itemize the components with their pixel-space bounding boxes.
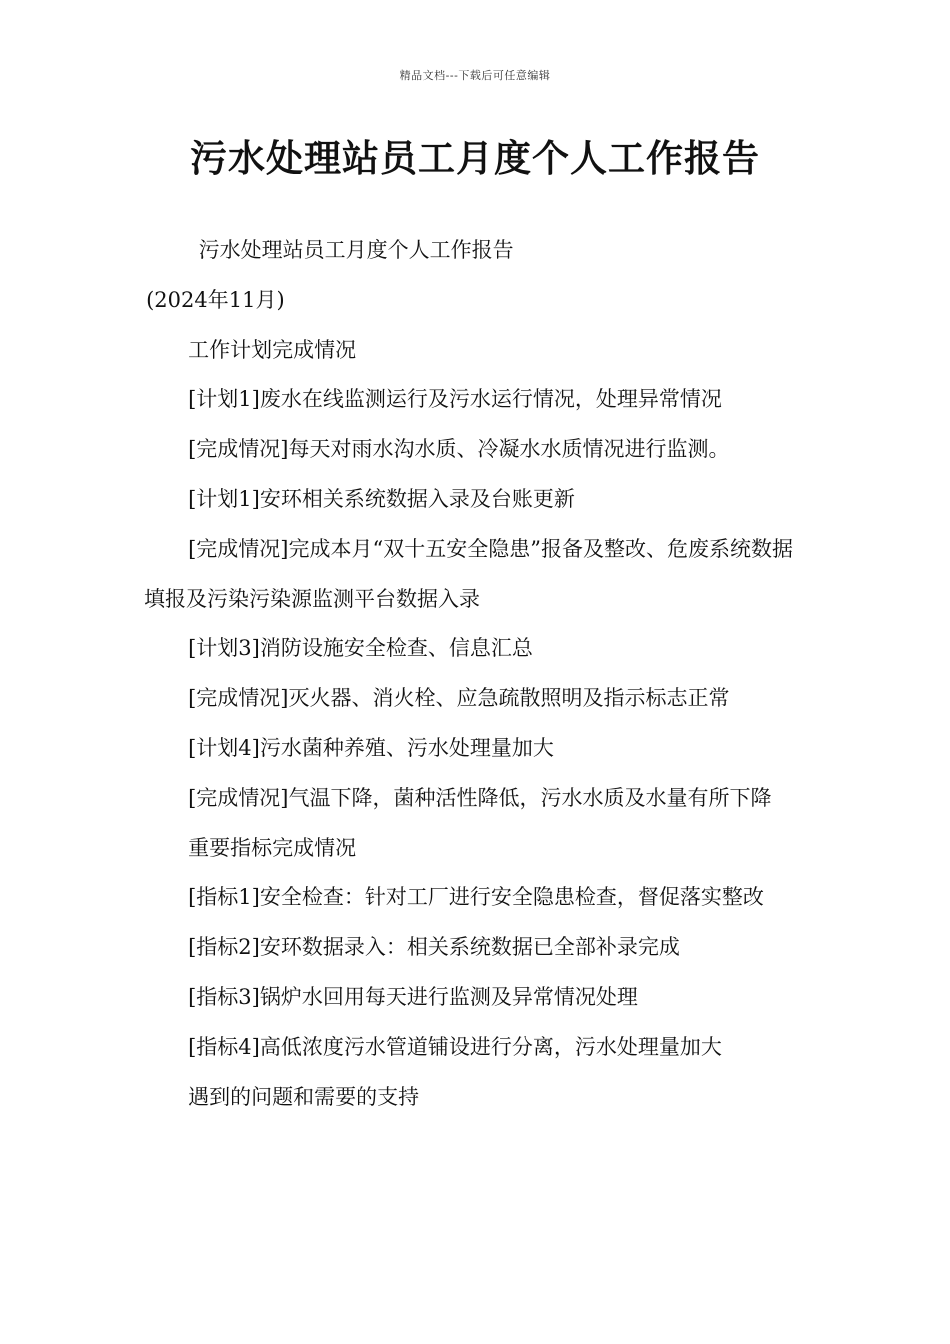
plan-item: [计划3]消防设施安全检查、信息汇总: [188, 636, 533, 661]
document-body: [144, 226, 812, 1122]
completion-item: [完成情况]气温下降，菌种活性降低，污水水质及水量有所下降: [188, 785, 772, 810]
report-date: (2024年11月): [146, 287, 285, 312]
indicator-item: [指标4]高低浓度污水管道铺设进行分离，污水处理量加大: [188, 1034, 722, 1059]
indicator-item: [指标2]安环数据录入：相关系统数据已全部补录完成: [188, 935, 680, 960]
plan-item: [计划1]安环相关系统数据入录及台账更新: [188, 486, 575, 511]
section-heading-indicators: 重要指标完成情况: [188, 835, 357, 860]
completion-item: [完成情况]每天对雨水沟水质、冷凝水水质情况进行监测。: [188, 437, 730, 462]
completion-item: [完成情况]完成本月“双十五安全隐患”报备及整改、危废系统数据填报及污染污染源监测平台数据入录: [144, 536, 793, 611]
body-heading: 污水处理站员工月度个人工作报告: [198, 238, 514, 262]
document-title: 污水处理站员工月度个人工作报告: [190, 137, 760, 180]
section-heading-issues: 遇到的问题和需要的支持: [188, 1084, 420, 1109]
plan-item: [计划1]废水在线监测运行及污水运行情况，处理异常情况: [188, 387, 722, 412]
completion-item: [完成情况]灭火器、消火栓、应急疏散照明及指示标志正常: [188, 686, 730, 711]
section-heading-plans: 工作计划完成情况: [188, 337, 357, 362]
indicator-item: [指标3]锅炉水回用每天进行监测及异常情况处理: [188, 984, 638, 1009]
plan-item: [计划4]污水菌种养殖、污水处理量加大: [188, 735, 554, 760]
indicator-item: [指标1]安全检查：针对工厂进行安全隐患检查，督促落实整改: [188, 885, 764, 910]
header-note: 精品文档---下载后可任意编辑: [399, 69, 551, 82]
